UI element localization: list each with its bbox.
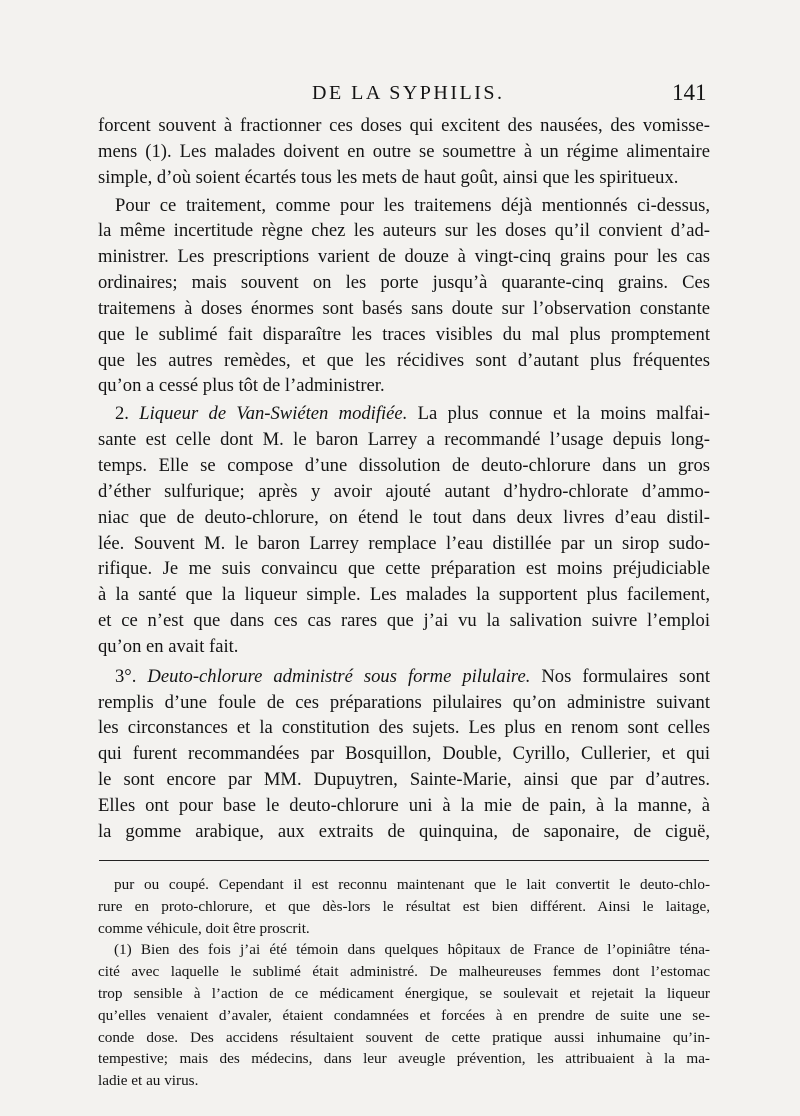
text-line: le sont encore par MM. Dupuytren, Sainte-Marie, ainsi que par d’autres. [98,769,710,791]
text-line: lée. Souvent M. le baron Larrey remplace l’eau distillée par un sirop sudo- [98,532,710,554]
footnote-line: rure en proto-chlorure, et que dès-lors le résultat est bien différent. Ainsi le laitage, [98,897,710,915]
text-line: et ce n’est que dans ces cas rares que j’ai vu la salivation suivre l’emploi [98,610,710,632]
text-line: remplis d’une foule de ces préparations pilulaires qu’on administre suivant [98,691,710,713]
text-line: qu’on en avait fait. [98,635,239,657]
text-line: que les autres remèdes, et que les récidives sont d’autant plus fréquentes [98,349,710,371]
text-line: d’éther sulfurique; après y avoir ajouté autant d’hydro-chlorate d’ammo- [98,480,710,502]
item-text: La plus connue et la moins malfai- [407,403,710,425]
footnote-line: comme véhicule, doit être proscrit. [98,919,310,937]
text-line: à la santé que la liqueur simple. Les malades la supportent plus facilement, [98,584,710,606]
text-line: Elles ont pour base le deuto-chlorure uni à la mie de pain, à la manne, à [98,794,710,816]
text-line: traitemens à doses énormes sont basés sans doute sur l’observation constante [98,297,710,319]
footnotes [98,874,710,1092]
page-header [0,80,800,114]
text-line: forcent souvent à fractionner ces doses qui excitent des nausées, des vomisse- [98,115,710,136]
footnote-line: ladie et au virus. [98,1072,199,1090]
footnote-line: trop sensible à l’action de ce médicament énergique, se soulevait et rejetait la liqueur [98,984,710,1002]
footnote-line: conde dose. Des accidens résultaient souvent de cette pratique aussi inhumaine qu’in- [98,1028,710,1046]
text-line: qui furent recommandées par Bosquillon, Double, Cyrillo, Cullerier, et qui [98,743,710,765]
text-line: qu’on a cessé plus tôt de l’administrer. [98,375,385,397]
text-line: que le sublimé fait disparaître les traces visibles du mal plus promptement [98,323,710,345]
text-line: simple, d’où soient écartés tous les mets de haut goût, ainsi que les spiritueux. [98,166,679,188]
item-3-heading-line [98,664,710,690]
footnote-line: tempestive; mais des médecins, dans leur aveugle prévention, les attribuaient à la ma- [98,1050,710,1068]
text-line: mens (1). Les malades doivent en outre se soumettre à un régime alimentaire [98,140,710,162]
item-text: Nos formulaires sont [530,665,710,687]
footnote-divider [99,860,709,861]
footnote-line: pur ou coupé. Cependant il est reconnu maintenant que le lait convertit le deuto-chlo- [114,876,710,893]
item-number: 2. [115,403,140,425]
page-number: 141 [672,80,707,105]
text-line: ordinaires; mais souvent on les porte jusqu’à quarante-cinq grains. Ces [98,272,710,294]
text-line: sante est celle dont M. le baron Larrey a recommandé l’usage depuis long- [98,429,710,451]
footnote-line: (1) Bien des fois j’ai été témoin dans quelques hôpitaux de France de l’opiniâtre ténа- [114,941,710,959]
main-text [98,113,710,845]
text-line: niac que de deuto-chlorure, on étend le tout dans deux livres d’eau distil- [98,506,710,528]
text-line: la même incertitude règne chez les auteurs sur les doses qu’il convient d’ad- [98,220,710,242]
text-line: les circonstances et la constitution des sujets. Les plus en renom sont celles [98,717,710,739]
item-title: Liqueur de Van-Swiéten modifiée. [139,403,408,425]
item-title: Deuto-chlorure administré sous forme pilulaire. [147,665,531,687]
item-2-heading-line [98,401,710,427]
text-line: Pour ce traitement, comme pour les traitemens déjà mentionnés ci-dessus, [115,194,710,216]
footnote-line: cité avec laquelle le sublimé était administré. De malheureuses femmes dont l’estomac [98,963,710,981]
item-number: 3°. [115,665,148,687]
text-line: ministrer. Les prescriptions varient de douze à vingt-cinq grains pour les cas [98,246,710,268]
text-line: temps. Elle se compose d’une dissolution de deuto-chlorure dans un gros [98,454,710,476]
text-line: la gomme arabique, aux extraits de quinquina, de saponaire, de ciguë, [98,820,710,842]
footnote-line: qu’elles venaient d’avaler, étaient condamnées et forcées à en prendre de suite une se- [98,1006,710,1024]
running-title: DE LA SYPHILIS. [312,82,505,104]
text-line: rifique. Je me suis convaincu que cette préparation est moins préjudiciable [98,558,710,580]
